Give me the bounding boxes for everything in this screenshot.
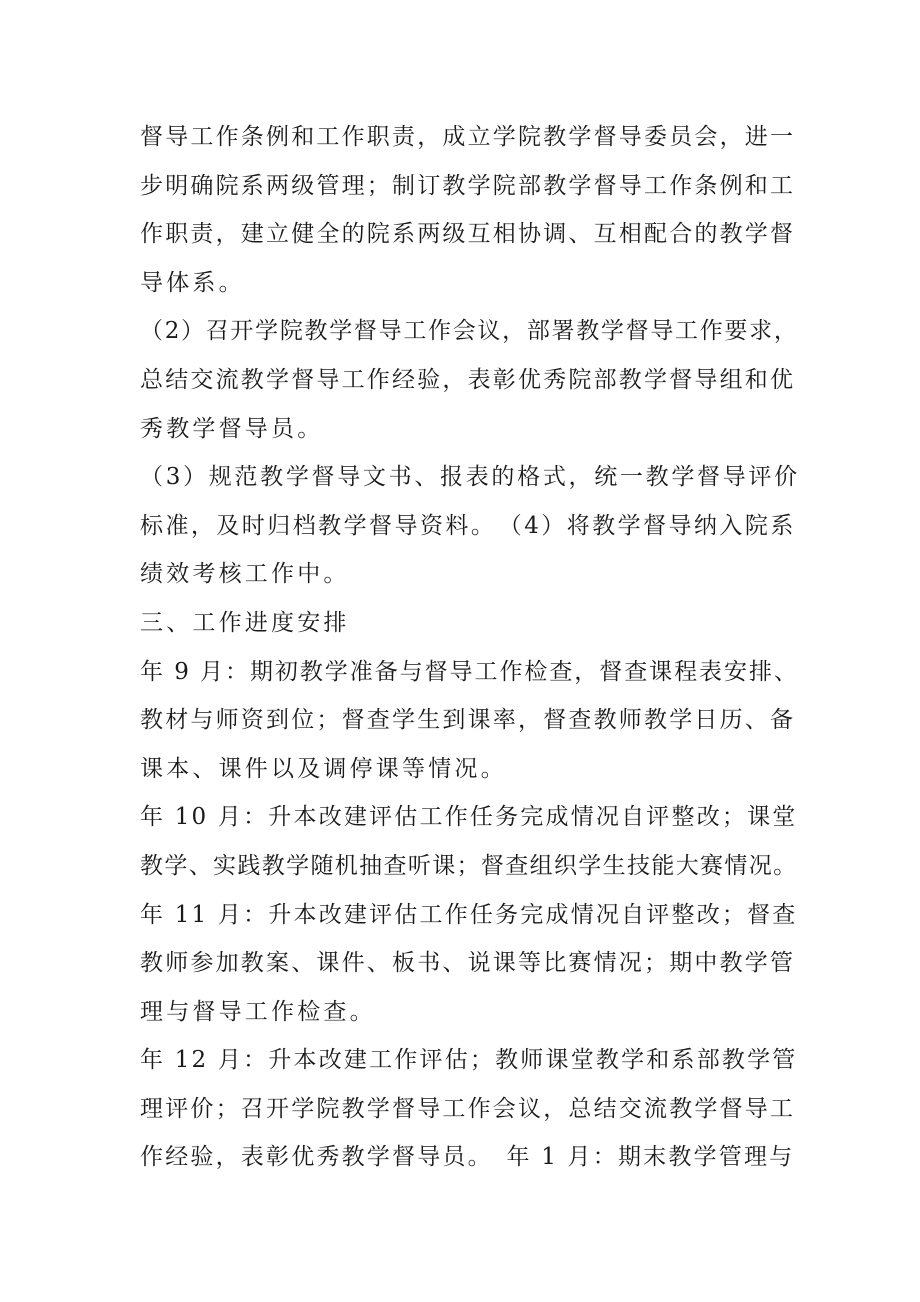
body-text-line: 步明确院系两级管理；制订教学院部教学督导工作条例和工: [140, 172, 796, 199]
body-text-line: 年 11 月：升本改建评估工作任务完成情况自评整改；督查: [140, 901, 798, 928]
document-body: [140, 113, 800, 1182]
body-text-line: 教学、实践教学随机抽查听课；督查组织学生技能大赛情况。: [140, 852, 798, 879]
body-text-line: 作经验，表彰优秀教学督导员。 年 1 月：期末教学管理与: [140, 1144, 795, 1171]
body-text-line: 作职责，建立健全的院系两级互相协调、互相配合的教学督: [140, 221, 796, 248]
body-text-line: （3）规范教学督导文书、报表的格式，统一教学督导评价: [140, 464, 800, 491]
body-text-line: 标准，及时归档教学督导资料。 （4）将教学督导纳入院系: [140, 512, 796, 539]
body-text-line: 年 10 月：升本改建评估工作任务完成情况自评整改；课堂: [140, 804, 798, 831]
section-heading: 三、工作进度安排: [140, 609, 350, 636]
body-text-line: 绩效考核工作中。: [140, 561, 350, 588]
body-text-line: 教材与师资到位；督查学生到课率，督查教师教学日历、备: [140, 707, 796, 734]
body-text-line: 导体系。: [140, 269, 245, 296]
body-text-line: 课本、课件以及调停课等情况。: [140, 755, 507, 782]
body-text-line: 督导工作条例和工作职责，成立学院教学督导委员会，进一: [140, 124, 796, 150]
body-text-line: 年 9 月：期初教学准备与督导工作检查，督查课程表安排、: [140, 658, 799, 685]
body-text-line: 总结交流教学督导工作经验，表彰优秀院部教学督导组和优: [140, 366, 796, 393]
body-text-line: 理评价；召开学院教学督导工作会议，总结交流教学督导工: [140, 1095, 796, 1122]
body-text-line: 教师参加教案、课件、板书、说课等比赛情况；期中教学管: [140, 950, 796, 977]
body-text-line: （2）召开学院教学督导工作会议，部署教学督导工作要求，: [140, 318, 799, 345]
body-text-line: 秀教学督导员。: [140, 415, 324, 442]
body-text-line: 理与督导工作检查。: [140, 998, 376, 1025]
body-text-line: 年 12 月：升本改建工作评估；教师课堂教学和系部教学管: [140, 1047, 798, 1074]
